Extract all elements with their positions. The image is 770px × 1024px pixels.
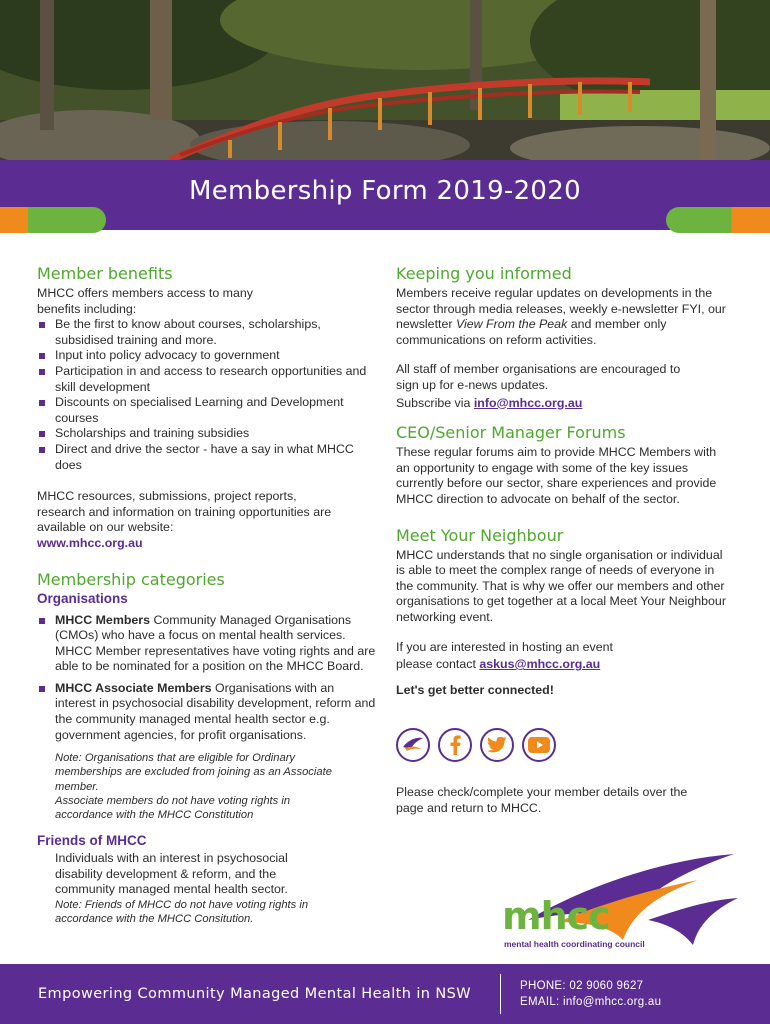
subscribe-email-link[interactable]: info@mhcc.org.au: [473, 395, 583, 410]
benefit-item: Direct and drive the sector - have a say in what MHCC does: [37, 442, 377, 473]
friends-note: Note: Friends of MHCC do not have voting rights in accordance with the MHCC Consitution.: [55, 899, 309, 926]
twitter-icon[interactable]: [480, 728, 514, 762]
benefit-item: Be the first to know about courses, scholarships, subsidised training and more.: [37, 317, 377, 348]
benefit-item: Input into policy advocacy to government: [37, 348, 377, 364]
benefit-item: Discounts on specialised Learning and Development courses: [37, 395, 377, 426]
informed-text-1: Members receive regular updates on developments in the sector through media releases, weekly e-newsletter FYI, our newsletter: [396, 286, 726, 332]
connected-text: Let's get better connected!: [396, 682, 554, 697]
organisations-note-1: Note: Organisations that are eligible for Ordinary memberships are excluded from joining as an Associate member.: [55, 752, 332, 793]
categories-heading: Membership categories: [37, 569, 225, 589]
associate-text: Organisations with an interest in psychosocial disability development, reform and the community managed mental health sector e.g. government agencies, for profit organisations.: [55, 680, 376, 742]
youtube-icon[interactable]: [522, 728, 556, 762]
neighbour-heading: Meet Your Neighbour: [396, 525, 564, 545]
organisations-heading: Organisations: [37, 590, 128, 606]
hero-photo: [0, 0, 770, 162]
right-column: [396, 264, 732, 698]
page-title: Membership Form 2019-2020: [189, 176, 581, 206]
logo-wordmark: mhcc: [502, 894, 610, 938]
mhcc-logo: [498, 850, 748, 950]
informed-text-2: and member only communications on reform activities.: [396, 317, 667, 347]
footer-phone: PHONE: 02 9060 9627: [520, 980, 644, 992]
contact-prefix: please contact: [396, 657, 476, 672]
resources-text: MHCC resources, submissions, project reports, research and information on training opportunities are available on our website:: [37, 489, 332, 535]
left-column: [37, 264, 377, 926]
footer-tagline: Empowering Community Managed Mental Health in NSW: [38, 986, 471, 1002]
friends-text: Individuals with an interest in psychosocial disability development & reform, and the community managed mental health sector.: [55, 851, 288, 897]
logo-tagline: mental health coordinating council: [504, 939, 645, 949]
website-link[interactable]: www.mhcc.org.au: [37, 535, 143, 550]
hosting-text: If you are interested in hosting an event: [396, 639, 613, 654]
footer-email[interactable]: EMAIL: info@mhcc.org.au: [520, 996, 662, 1008]
garden-bridge-illustration: [0, 0, 770, 162]
facebook-icon[interactable]: [438, 728, 472, 762]
informed-heading: Keeping you informed: [396, 264, 572, 283]
organisations-list: [37, 613, 377, 744]
members-text: Community Managed Organisations (CMOs) who have a focus on mental health services. MHCC Member representatives have voting rights and are able to be nominated for a position on the MHCC Board.: [55, 612, 376, 674]
benefits-list: [37, 317, 377, 473]
check-details-block: [396, 785, 716, 816]
decorative-pill-left: [0, 207, 106, 233]
organisations-note-2: Associate members do not have voting rights in accordance with the MHCC Constitution: [55, 794, 291, 822]
informed-text: [396, 286, 732, 348]
benefit-item: Scholarships and training subsidies: [37, 426, 377, 442]
check-details-text: Please check/complete your member details over the page and return to MHCC.: [396, 785, 688, 815]
members-title: MHCC Members: [55, 612, 151, 627]
members-category: [37, 613, 377, 675]
staff-text: All staff of member organisations are encouraged to sign up for e-news updates.: [396, 362, 681, 392]
forums-heading: CEO/Senior Manager Forums: [396, 423, 626, 443]
social-icons: [396, 728, 556, 762]
contact-line: [396, 657, 732, 673]
subscribe-prefix: Subscribe via: [396, 395, 471, 410]
benefit-item: Participation in and access to research opportunities and skill development: [37, 364, 377, 395]
associate-title: MHCC Associate Members: [55, 680, 212, 695]
footer-contact: [520, 978, 661, 1010]
forums-text: These regular forums aim to provide MHCC Members with an opportunity to engage with some of the key issues currently before our sector, share experiences and provide MHCC direction to advocate on behalf of the sector.: [396, 445, 717, 506]
footer: [0, 964, 770, 1024]
newsletter-name: View From the Peak: [455, 317, 568, 332]
contact-email-link[interactable]: askus@mhcc.org.au: [479, 657, 601, 672]
friends-heading: Friends of MHCC: [37, 833, 147, 849]
benefits-intro: MHCC offers members access to many benefits including:: [37, 286, 253, 316]
subscribe-line: [396, 396, 732, 412]
benefits-heading: Member benefits: [37, 264, 173, 283]
footer-divider: [500, 974, 501, 1014]
decorative-pill-right: [666, 207, 770, 233]
neighbour-text: MHCC understands that no single organisation or individual is able to meet the complex range of needs of everyone in the community. That is why we offer our members and other organisations to get together at a local Meet Your Neighbour networking event.: [396, 547, 726, 624]
associate-category: [37, 681, 377, 743]
mhcc-icon[interactable]: [396, 728, 430, 762]
